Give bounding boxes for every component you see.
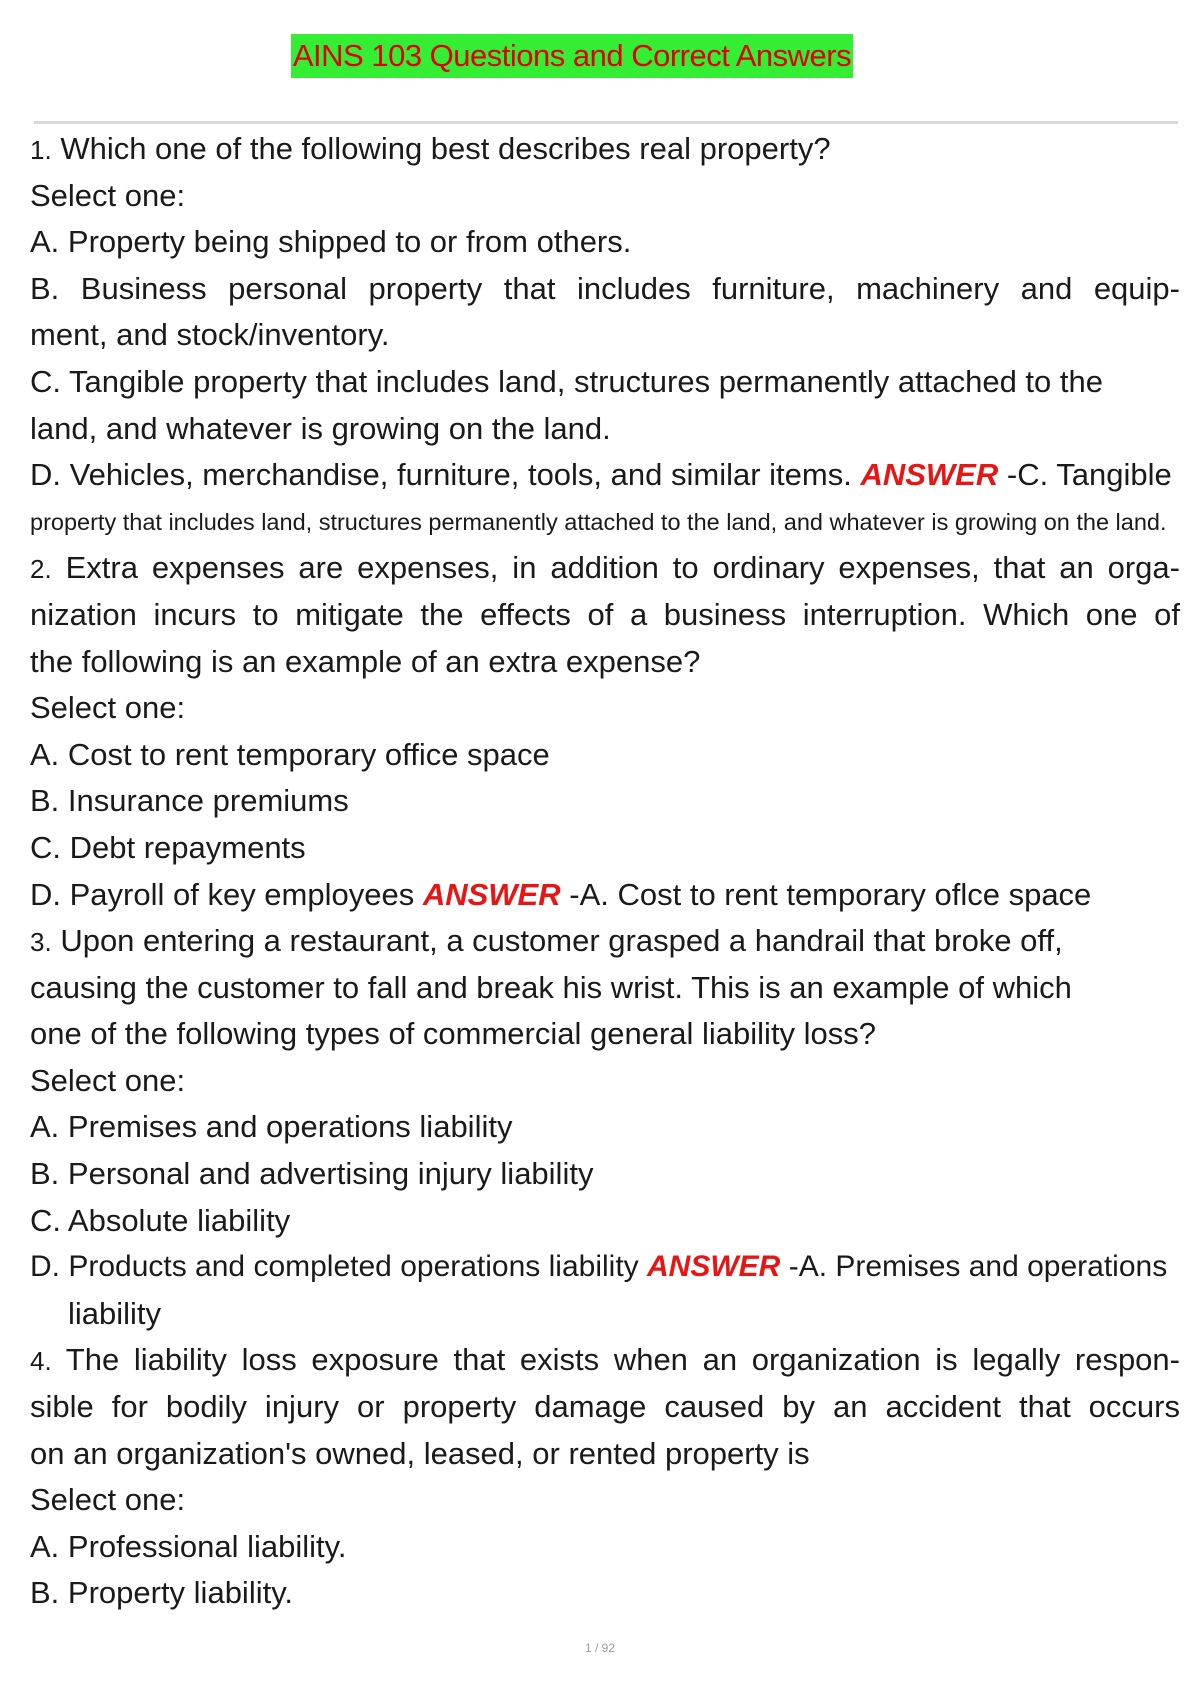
q1-answer-text-line-2: property that includes land, structures permanently attached to the land, and whatever is growing on the land. xyxy=(30,508,1167,535)
q4-stem-line-2: sible for bodily injury or property damage caused by an accident that occurs xyxy=(30,1389,1180,1425)
q2-stem-line-3: the following is an example of an extra expense? xyxy=(30,643,701,679)
document-title: AINS 103 Questions and Correct Answers xyxy=(291,34,853,78)
q3-option-d-line xyxy=(30,1244,1180,1291)
q1-option-c-line-1: C. Tangible property that includes land, structures permanently attached to the xyxy=(30,363,1103,399)
q4-stem-text-1: The liability loss exposure that exists when an organization is legally respon- xyxy=(65,1342,1180,1378)
q3-stem-line-2: causing the customer to fall and break his wrist. This is an example of which xyxy=(30,969,1072,1005)
q4-option-a: A. Professional liability. xyxy=(30,1528,347,1564)
page-number: 1 / 92 xyxy=(584,1641,616,1655)
q4-select-prompt: Select one: xyxy=(30,1482,186,1518)
q2-number: 2. xyxy=(30,554,52,585)
q4-stem-line-1 xyxy=(30,1337,1180,1384)
q2-option-a: A. Cost to rent temporary office space xyxy=(30,736,550,772)
q1-option-d: D. Vehicles, merchandise, furniture, tools, and similar items. xyxy=(30,457,852,493)
q3-stem-line-1 xyxy=(30,918,1180,965)
q2-option-c: C. Debt repayments xyxy=(30,829,306,865)
q1-stem-text: Which one of the following best describes real property? xyxy=(60,131,831,166)
q3-select-prompt: Select one: xyxy=(30,1062,186,1098)
q3-answer-label: ANSWER xyxy=(647,1250,781,1284)
q2-answer-text: -A. Cost to rent temporary oflce space xyxy=(569,876,1092,912)
q1-answer-label: ANSWER xyxy=(860,457,999,493)
q2-option-d-line xyxy=(30,872,1180,919)
q3-option-b: B. Personal and advertising injury liability xyxy=(30,1156,594,1192)
q3-stem-line-3: one of the following types of commercial general liability loss? xyxy=(30,1016,877,1052)
q1-answer-text: -C. Tangible xyxy=(1006,457,1172,493)
title-wrap xyxy=(0,34,1200,78)
q1-select-prompt: Select one: xyxy=(30,177,186,213)
q2-select-prompt: Select one: xyxy=(30,690,186,726)
q4-stem-line-3: on an organization's owned, leased, or rented property is xyxy=(30,1435,810,1471)
q2-stem-text-1: Extra expenses are expenses, in addition to ordinary expenses, that an orga- xyxy=(65,550,1180,586)
header-divider xyxy=(34,121,1178,124)
q3-stem-text-1: Upon entering a restaurant, a customer grasped a handrail that broke off, xyxy=(60,923,1063,959)
q1-option-d-line xyxy=(30,452,1180,499)
question-list xyxy=(30,126,1180,1617)
q4-number: 4. xyxy=(30,1346,52,1377)
q1-number: 1. xyxy=(30,135,52,165)
q3-option-a: A. Premises and operations liability xyxy=(30,1109,513,1145)
q2-answer-label: ANSWER xyxy=(422,876,561,912)
q1-stem-line-1 xyxy=(30,126,1180,173)
q3-number: 3. xyxy=(30,927,52,958)
q2-stem-line-1 xyxy=(30,545,1180,592)
q2-stem-line-2: nization incurs to mitigate the effects of a business interruption. Which one of xyxy=(30,596,1180,632)
q2-option-d: D. Payroll of key employees xyxy=(30,876,415,912)
q1-option-a: A. Property being shipped to or from others. xyxy=(30,224,632,260)
q3-option-c: C. Absolute liability xyxy=(30,1202,291,1238)
q1-option-b-line-2: ment, and stock/inventory. xyxy=(30,317,390,353)
q3-answer-text-line-2: liability xyxy=(68,1295,162,1331)
q1-option-c-line-2: land, and whatever is growing on the land. xyxy=(30,410,611,446)
q1-option-b-line-1: B. Business personal property that includes furniture, machinery and equip- xyxy=(30,270,1180,306)
q3-answer-text: -A. Premises and operations xyxy=(788,1250,1168,1284)
q4-option-b: B. Property liability. xyxy=(30,1575,294,1611)
q2-option-b: B. Insurance premiums xyxy=(30,783,349,819)
q3-option-d: D. Products and completed operations liability xyxy=(30,1250,639,1284)
